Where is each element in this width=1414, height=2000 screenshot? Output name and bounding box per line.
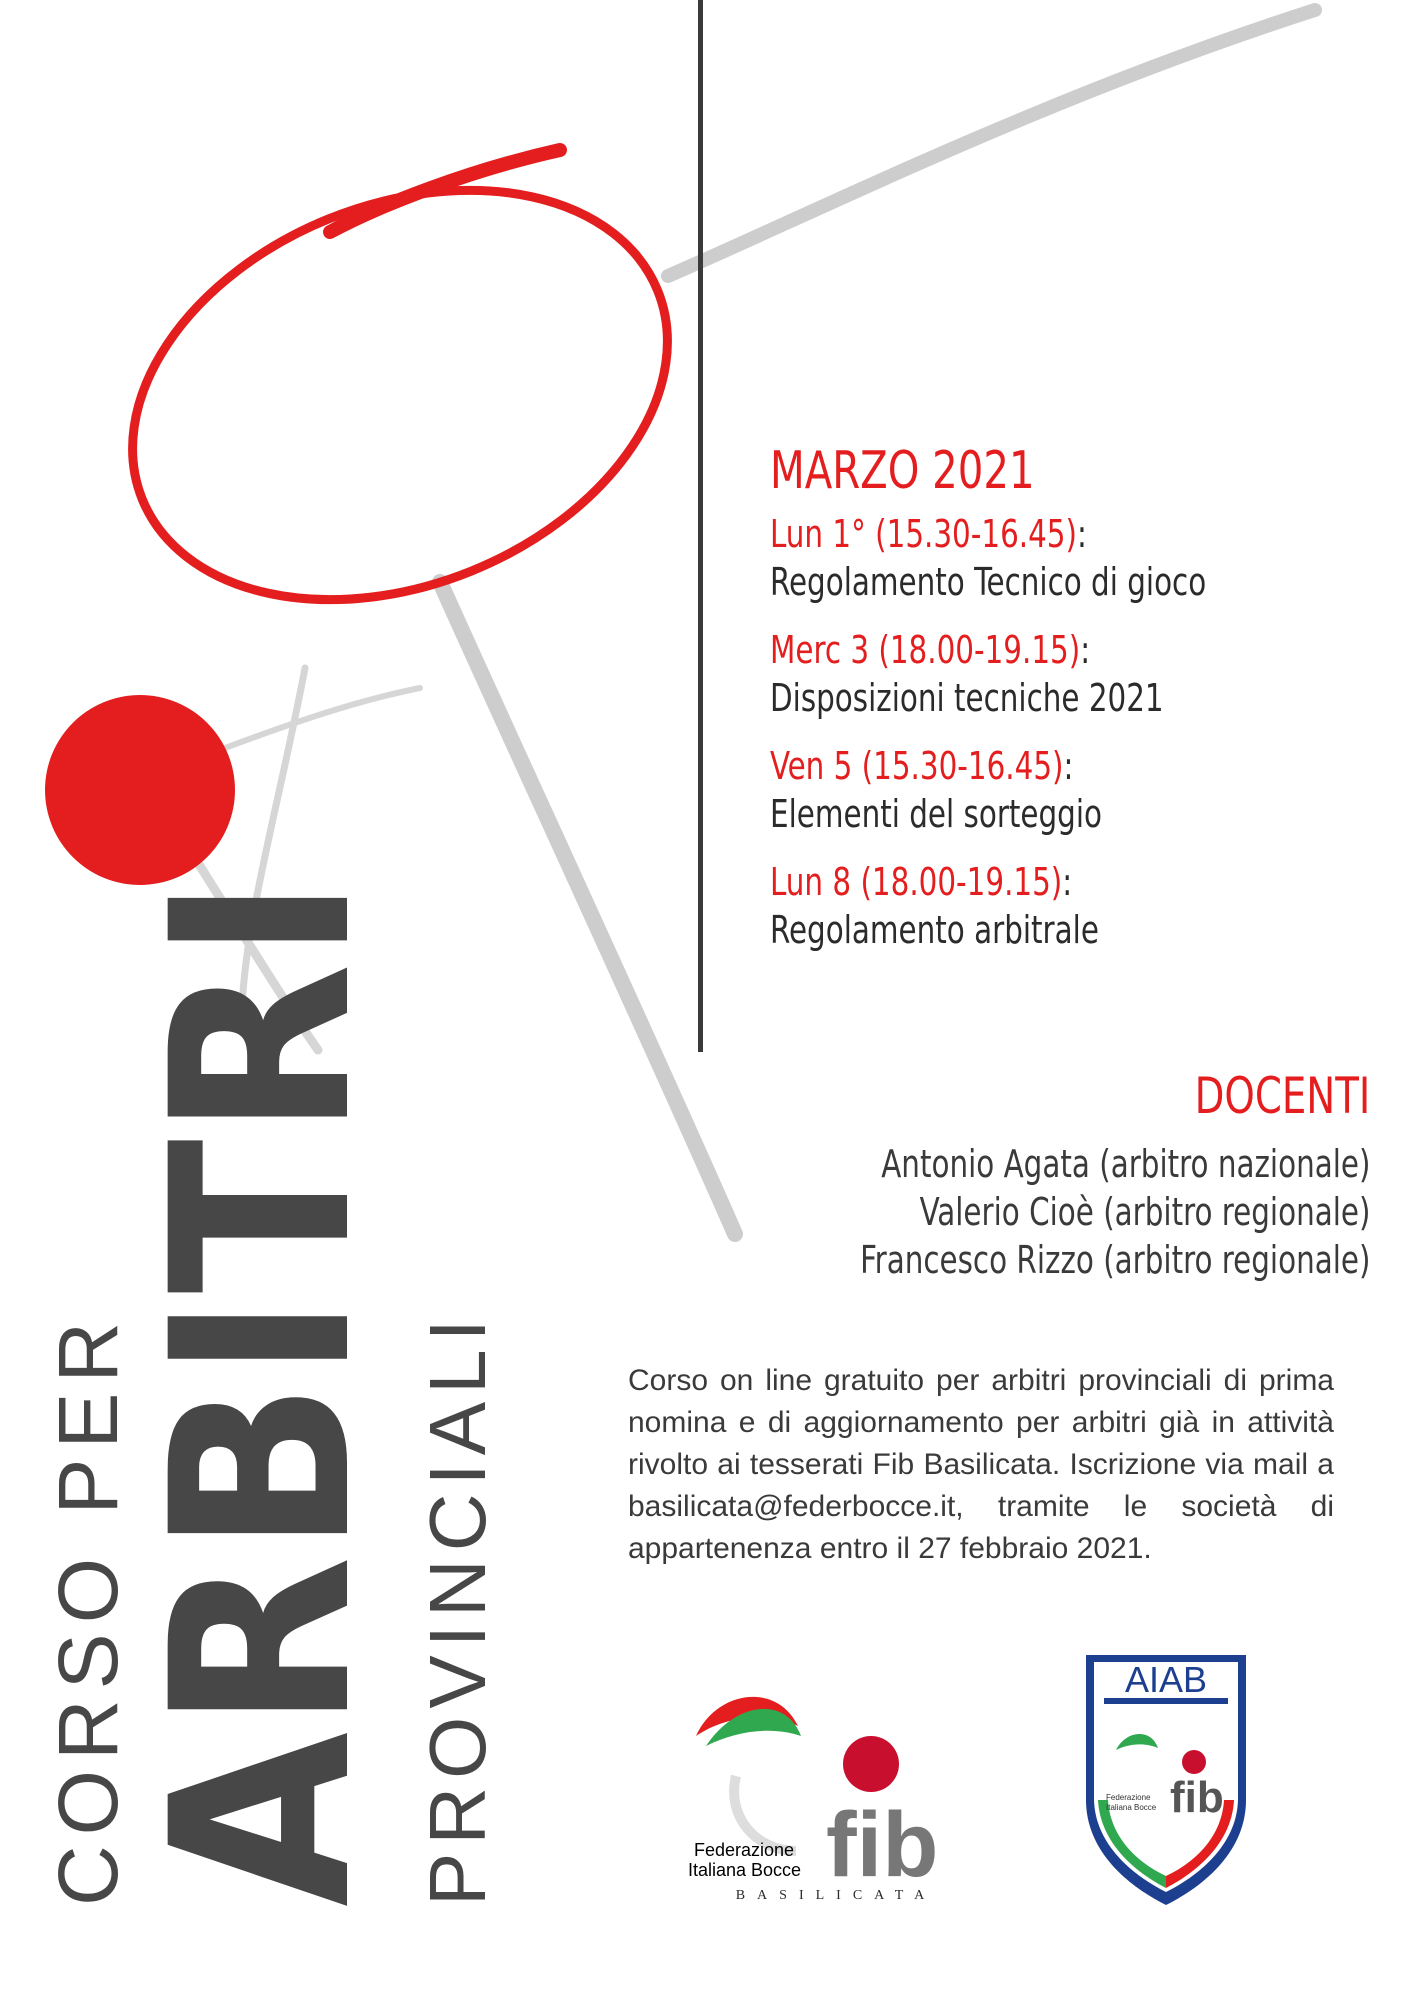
fib-wordmark: fib: [826, 1794, 939, 1886]
fib-region-label: BASILICATA: [735, 1888, 937, 1903]
red-ball: [45, 695, 235, 885]
aiab-wordmark: AIAB: [1124, 1659, 1208, 1700]
title-corso-per: CORSO PER: [41, 1311, 135, 1906]
session-time: Lun 8 (18.00-19.15): [770, 860, 1063, 904]
title-arbitri: ARBITRI: [120, 875, 406, 1907]
schedule-session-3: Ven 5 (15.30-16.45): Elementi del sorteggio: [770, 742, 1370, 838]
gray-brush-stroke-long-diagonal: [440, 582, 735, 1234]
schedule-session-1: Lun 1° (15.30-16.45): Regolamento Tecnico di gioco: [770, 510, 1370, 606]
session-time: Ven 5 (15.30-16.45): [770, 744, 1064, 788]
aiab-fib-wordmark: fib: [1170, 1773, 1224, 1822]
schedule-section: [770, 440, 1370, 974]
session-topic: Elementi del sorteggio: [770, 792, 1103, 836]
session-topic: Disposizioni tecniche 2021: [770, 676, 1164, 720]
gray-brush-stroke-top-right: [668, 10, 1315, 276]
schedule-session-4: Lun 8 (18.00-19.15): Regolamento arbitrale: [770, 858, 1370, 954]
aiab-shield-logo: [1076, 1650, 1256, 1910]
docenti-list: [777, 1140, 1370, 1284]
schedule-session-2: Merc 3 (18.00-19.15): Disposizioni tecniche 2021: [770, 626, 1370, 722]
session-topic: Regolamento arbitrale: [770, 908, 1099, 952]
teacher-item: Francesco Rizzo (arbitro regionale): [859, 1238, 1370, 1282]
schedule-month: MARZO 2021: [770, 441, 1035, 501]
aiab-sub-line2: Italiana Bocce: [1106, 1803, 1157, 1812]
title-provinciali: PROVINCIALI: [413, 1311, 502, 1906]
fib-logo-graphic: [686, 1676, 986, 1886]
course-description: Corso on line gratuito per arbitri provinciali di prima nomina e di aggiornamento per arbitri già in attività rivolto ai tesserati Fib Basilicata. Iscrizione via mail a basilicata@federbocce.it, tramite le società di appartenenza entro il 27 febbraio 2021.: [628, 1364, 1334, 1565]
aiab-sub-line1: Federazione: [1106, 1793, 1151, 1802]
session-topic: Regolamento Tecnico di gioco: [770, 560, 1207, 604]
session-time: Lun 1° (15.30-16.45): [770, 512, 1077, 556]
gray-brush-stroke-cross-2: [225, 688, 420, 748]
teacher-item: Antonio Agata (arbitro nazionale): [880, 1142, 1370, 1186]
docenti-heading: DOCENTI: [1194, 1067, 1370, 1125]
vertical-divider-line: [698, 0, 703, 1052]
session-time: Merc 3 (18.00-19.15): [770, 628, 1081, 672]
fib-basilicata-logo: [686, 1676, 986, 1906]
fib-name-line2: Italiana Bocce: [688, 1860, 802, 1880]
teacher-item: Valerio Cioè (arbitro regionale): [919, 1190, 1370, 1234]
fib-name-line1: Federazione: [694, 1840, 795, 1860]
